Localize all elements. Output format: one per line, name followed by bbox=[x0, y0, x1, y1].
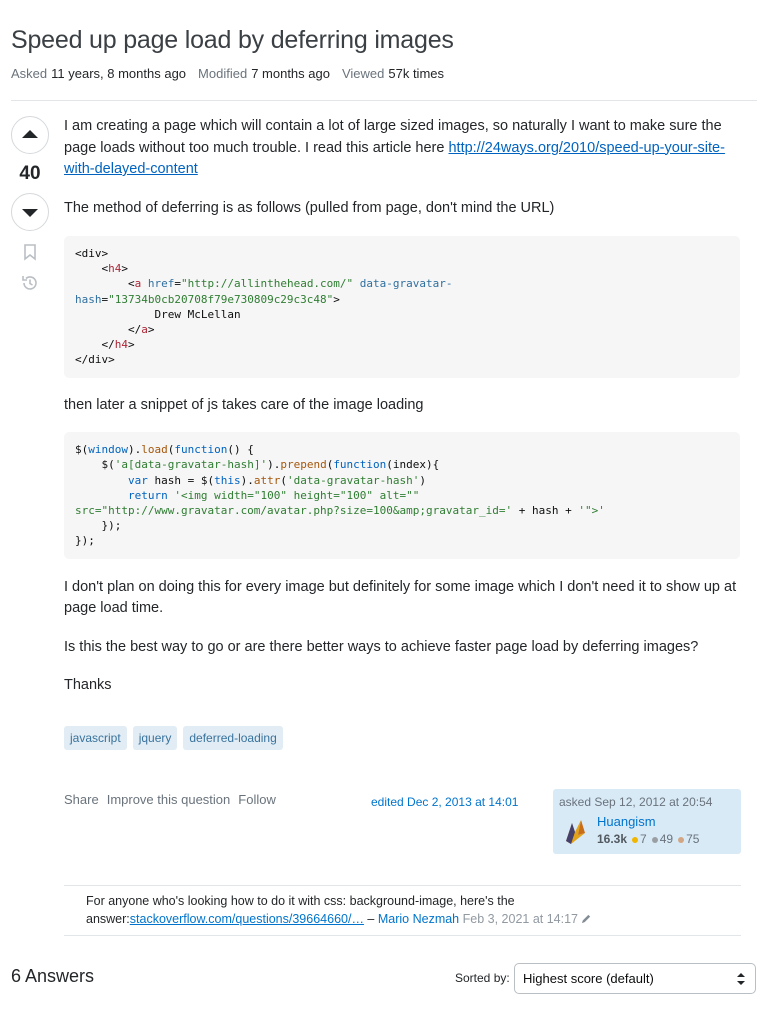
tag-list bbox=[64, 726, 283, 750]
code-token: function bbox=[174, 443, 228, 457]
code-token: a bbox=[141, 323, 148, 337]
code-token: h4 bbox=[108, 262, 122, 276]
code-token: $( bbox=[75, 443, 89, 457]
code-token: "13734b0cb20708f79e730809c29c3c48" bbox=[108, 292, 334, 306]
comment-list bbox=[64, 885, 741, 936]
code-line bbox=[75, 443, 254, 456]
downvote-button[interactable] bbox=[11, 193, 49, 231]
code-token bbox=[75, 474, 128, 487]
question-meta bbox=[11, 66, 444, 81]
answers-count: 6 Answers bbox=[11, 966, 95, 986]
arrow-down-icon bbox=[21, 203, 39, 221]
sort-select[interactable] bbox=[514, 963, 756, 994]
follow-link[interactable]: Follow bbox=[238, 792, 276, 807]
code-token: < bbox=[75, 277, 135, 291]
avatar[interactable] bbox=[559, 815, 591, 847]
comment: For anyone who's looking how to do it with css: background-image, here's the answer:stackoverflow.com/questions/39664660/… – Mario Nezmah Feb 3, 2021 at 14:17 bbox=[86, 893, 741, 928]
modified-meta[interactable]: Modified 7 months ago bbox=[198, 66, 330, 81]
code-token: load bbox=[141, 443, 168, 457]
code-token bbox=[141, 277, 148, 290]
code-line bbox=[75, 293, 340, 306]
code-token: </ bbox=[75, 338, 115, 352]
tag-javascript[interactable]: javascript bbox=[64, 726, 127, 750]
code-token: </ bbox=[75, 323, 142, 337]
code-token: }); bbox=[75, 534, 95, 548]
pencil-icon bbox=[581, 913, 592, 924]
title-divider bbox=[11, 100, 757, 101]
code-token: a bbox=[134, 277, 142, 291]
code-token: + hash + bbox=[512, 503, 579, 517]
code-token: Drew McLellan bbox=[75, 307, 241, 321]
code-token: }); bbox=[75, 519, 122, 533]
code-token: href bbox=[147, 277, 175, 291]
code-token: 'data-gravatar-hash' bbox=[286, 473, 420, 487]
code-line bbox=[75, 474, 426, 487]
body-paragraph: then later a snippet of js takes care of the image loading bbox=[64, 396, 424, 413]
code-token: attr bbox=[253, 473, 281, 487]
code-line bbox=[75, 247, 108, 260]
code-token: () { bbox=[227, 443, 254, 457]
code-line bbox=[75, 338, 135, 351]
code-token: ). bbox=[267, 458, 281, 472]
viewed-meta: Viewed 57k times bbox=[341, 66, 445, 81]
code-line bbox=[75, 519, 121, 532]
code-token: $( bbox=[75, 458, 115, 472]
code-token bbox=[75, 489, 128, 502]
code-token: </div> bbox=[75, 353, 115, 367]
code-token: <div> bbox=[75, 247, 109, 260]
code-token: function bbox=[333, 458, 387, 472]
code-token: ) bbox=[419, 473, 427, 487]
article-link[interactable]: http://24ways.org/2010/speed-up-your-site-with-delayed-content bbox=[64, 139, 725, 177]
code-token: return bbox=[127, 488, 168, 502]
comment-author[interactable]: Mario Nezmah bbox=[377, 911, 460, 926]
code-token: > bbox=[147, 323, 155, 337]
code-token: < bbox=[75, 262, 109, 276]
tag-deferred-loading[interactable]: deferred-loading bbox=[183, 726, 282, 750]
bookmark-icon bbox=[22, 243, 38, 261]
code-token: data-gravatar- bbox=[359, 277, 453, 291]
sort-label: Sorted by: bbox=[455, 971, 510, 985]
code-line bbox=[75, 458, 439, 471]
code-block-js bbox=[64, 432, 740, 558]
code-token: ( bbox=[280, 473, 287, 487]
upvote-button[interactable] bbox=[11, 116, 49, 154]
code-token: = bbox=[101, 292, 109, 306]
asker-card bbox=[553, 789, 741, 854]
edited-link[interactable]: edited Dec 2, 2013 at 14:01 bbox=[371, 795, 519, 809]
comment-link[interactable]: stackoverflow.com/questions/39664660/… bbox=[129, 911, 364, 926]
code-token: (index){ bbox=[386, 458, 440, 472]
post-menu bbox=[64, 792, 276, 807]
code-line bbox=[75, 504, 605, 517]
code-token: ). bbox=[128, 443, 142, 457]
code-token: window bbox=[88, 443, 128, 457]
body-paragraph: The method of deferring is as follows (pulled from page, don't mind the URL) bbox=[64, 199, 555, 216]
asked-meta: Asked 11 years, 8 months ago bbox=[11, 66, 187, 81]
code-token: '">' bbox=[578, 503, 605, 517]
code-token: prepend bbox=[280, 458, 327, 472]
vote-column bbox=[11, 116, 49, 297]
chevron-updown-icon bbox=[736, 972, 746, 986]
comment-text: For anyone who's looking how to do it with css: background-image, here's the answer: bbox=[86, 894, 515, 926]
comment-date[interactable]: Feb 3, 2021 at 14:17 bbox=[462, 911, 578, 926]
code-token: ( bbox=[326, 458, 334, 472]
code-line bbox=[75, 277, 453, 290]
code-token: > bbox=[333, 292, 340, 306]
share-link[interactable]: Share bbox=[64, 792, 99, 807]
code-line bbox=[75, 534, 95, 547]
code-token: var bbox=[127, 473, 148, 487]
timeline-button[interactable] bbox=[21, 274, 39, 297]
question-body bbox=[64, 116, 740, 714]
gold-badges: 7 bbox=[632, 832, 647, 846]
code-token: hash bbox=[75, 292, 102, 306]
code-token: src="http://www.gravatar.com/avatar.php?size=100&amp;gravatar_id=' bbox=[75, 503, 513, 517]
body-paragraph: Thanks bbox=[64, 677, 112, 694]
code-line bbox=[75, 308, 241, 321]
body-paragraph: I don't plan on doing this for every image but definitely for some image which I don't need it to show up at page load time. bbox=[64, 578, 737, 617]
code-token: > bbox=[121, 262, 128, 276]
code-token: h4 bbox=[114, 338, 128, 352]
sort-selected-value: Highest score (default) bbox=[523, 971, 654, 986]
code-token: '<img width="100" height="100" alt="" bbox=[174, 488, 420, 502]
code-token: ). bbox=[240, 473, 254, 487]
code-token: "http://allinthehead.com/" bbox=[180, 277, 354, 291]
code-token: ( bbox=[167, 443, 175, 457]
reputation-score: 16.3k bbox=[597, 832, 628, 846]
asker-info bbox=[559, 814, 735, 847]
asker-name[interactable]: Huangism bbox=[597, 814, 656, 829]
asked-timestamp: asked Sep 12, 2012 at 20:54 bbox=[559, 795, 713, 809]
gold-badge-icon bbox=[632, 837, 638, 843]
code-line bbox=[75, 353, 115, 366]
silver-badges: 49 bbox=[652, 832, 673, 846]
body-paragraph: Is this the best way to go or are there better ways to achieve faster page load by deferring images? bbox=[64, 638, 699, 655]
improve-question-link[interactable]: Improve this question bbox=[106, 792, 231, 807]
history-icon bbox=[21, 274, 39, 292]
code-line bbox=[75, 262, 128, 275]
code-token: = bbox=[174, 277, 181, 291]
code-token: this bbox=[214, 473, 241, 487]
code-token: > bbox=[128, 338, 135, 352]
question-title[interactable]: Speed up page load by deferring images bbox=[11, 26, 454, 54]
vote-count: 40 bbox=[19, 163, 41, 184]
code-token bbox=[353, 277, 360, 290]
bookmark-button[interactable] bbox=[22, 243, 38, 266]
bronze-badge-icon bbox=[678, 837, 684, 843]
code-token: 'a[data-gravatar-hash]' bbox=[114, 458, 268, 472]
arrow-up-icon bbox=[21, 126, 39, 144]
code-token: hash = $( bbox=[147, 473, 215, 487]
bronze-badges: 75 bbox=[678, 832, 699, 846]
code-line bbox=[75, 489, 419, 502]
body-paragraph: I am creating a page which will contain a lot of large sized images, so naturally I want to make sure the page loads without too much trouble. I read this article here http://24ways.org/2010/speed-up-your-site-with-delayed-content bbox=[64, 118, 725, 177]
asker-reputation bbox=[597, 832, 699, 846]
tag-jquery[interactable]: jquery bbox=[133, 726, 178, 750]
silver-badge-icon bbox=[652, 837, 658, 843]
code-block-html bbox=[64, 236, 740, 378]
code-line bbox=[75, 323, 154, 336]
